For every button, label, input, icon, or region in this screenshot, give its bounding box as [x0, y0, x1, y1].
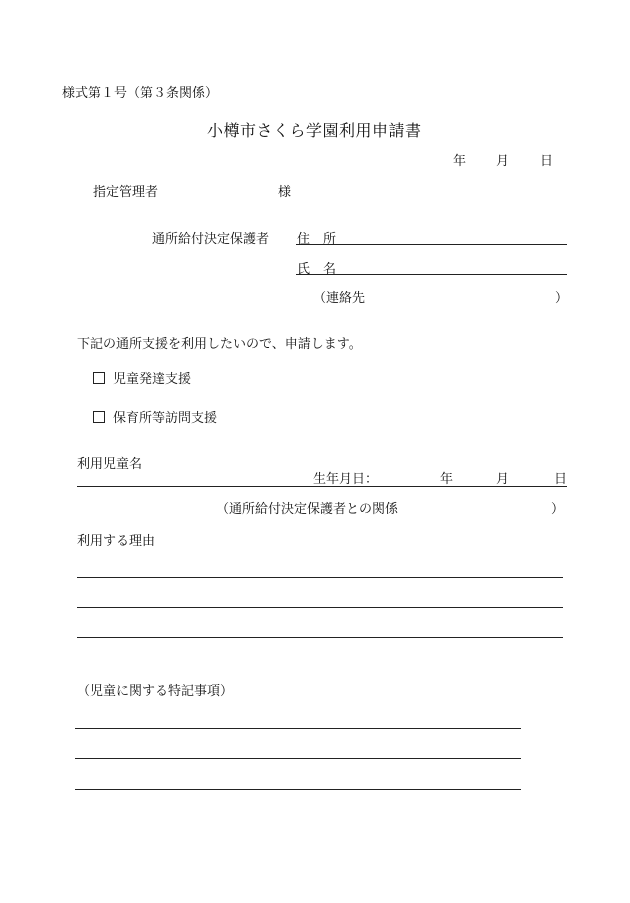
birth-year-label: 年 [440, 472, 454, 487]
child-name-label: 利用児童名 [77, 457, 143, 472]
child-name-field-line[interactable] [77, 486, 567, 487]
option-child-development[interactable] [93, 372, 191, 386]
request-text: 下記の通所支援を利用したいので、申請します。 [77, 337, 362, 352]
name-field-line[interactable] [296, 274, 567, 275]
option-label: 児童発達支援 [113, 372, 192, 387]
address-field-line[interactable] [296, 244, 567, 245]
birth-date-label: 生年月日： [313, 472, 379, 487]
option-nursery-visit[interactable] [93, 411, 217, 425]
name-label: 氏 名 [297, 262, 337, 277]
reason-label: 利用する理由 [77, 534, 156, 549]
relation-close: ） [551, 502, 565, 517]
reason-line-3[interactable] [77, 637, 563, 638]
option-label: 保育所等訪問支援 [113, 411, 218, 426]
notes-label: （児童に関する特記事項） [77, 684, 234, 699]
contact-close: ） [555, 291, 569, 306]
guardian-label: 通所給付決定保護者 [152, 232, 270, 247]
date-day-label: 日 [540, 154, 554, 169]
document-title: 小樽市さくら学園利用申請書 [207, 121, 422, 140]
notes-line-1[interactable] [75, 728, 521, 729]
checkbox-icon[interactable] [93, 411, 105, 423]
birth-day-label: 日 [554, 472, 568, 487]
form-number: 様式第１号（第３条関係） [62, 86, 219, 101]
address-label: 住 所 [297, 232, 337, 247]
checkbox-icon[interactable] [93, 372, 105, 384]
date-year-label: 年 [453, 154, 467, 169]
notes-line-3[interactable] [75, 789, 521, 790]
date-month-label: 月 [496, 154, 510, 169]
addressee-honorific: 様 [278, 185, 292, 200]
contact-open: （連絡先 [313, 291, 366, 306]
relation-open: （通所給付決定保護者との関係 [216, 502, 399, 517]
reason-line-2[interactable] [77, 607, 563, 608]
notes-line-2[interactable] [75, 758, 521, 759]
reason-line-1[interactable] [77, 577, 563, 578]
addressee-label: 指定管理者 [93, 185, 159, 200]
birth-month-label: 月 [496, 472, 510, 487]
